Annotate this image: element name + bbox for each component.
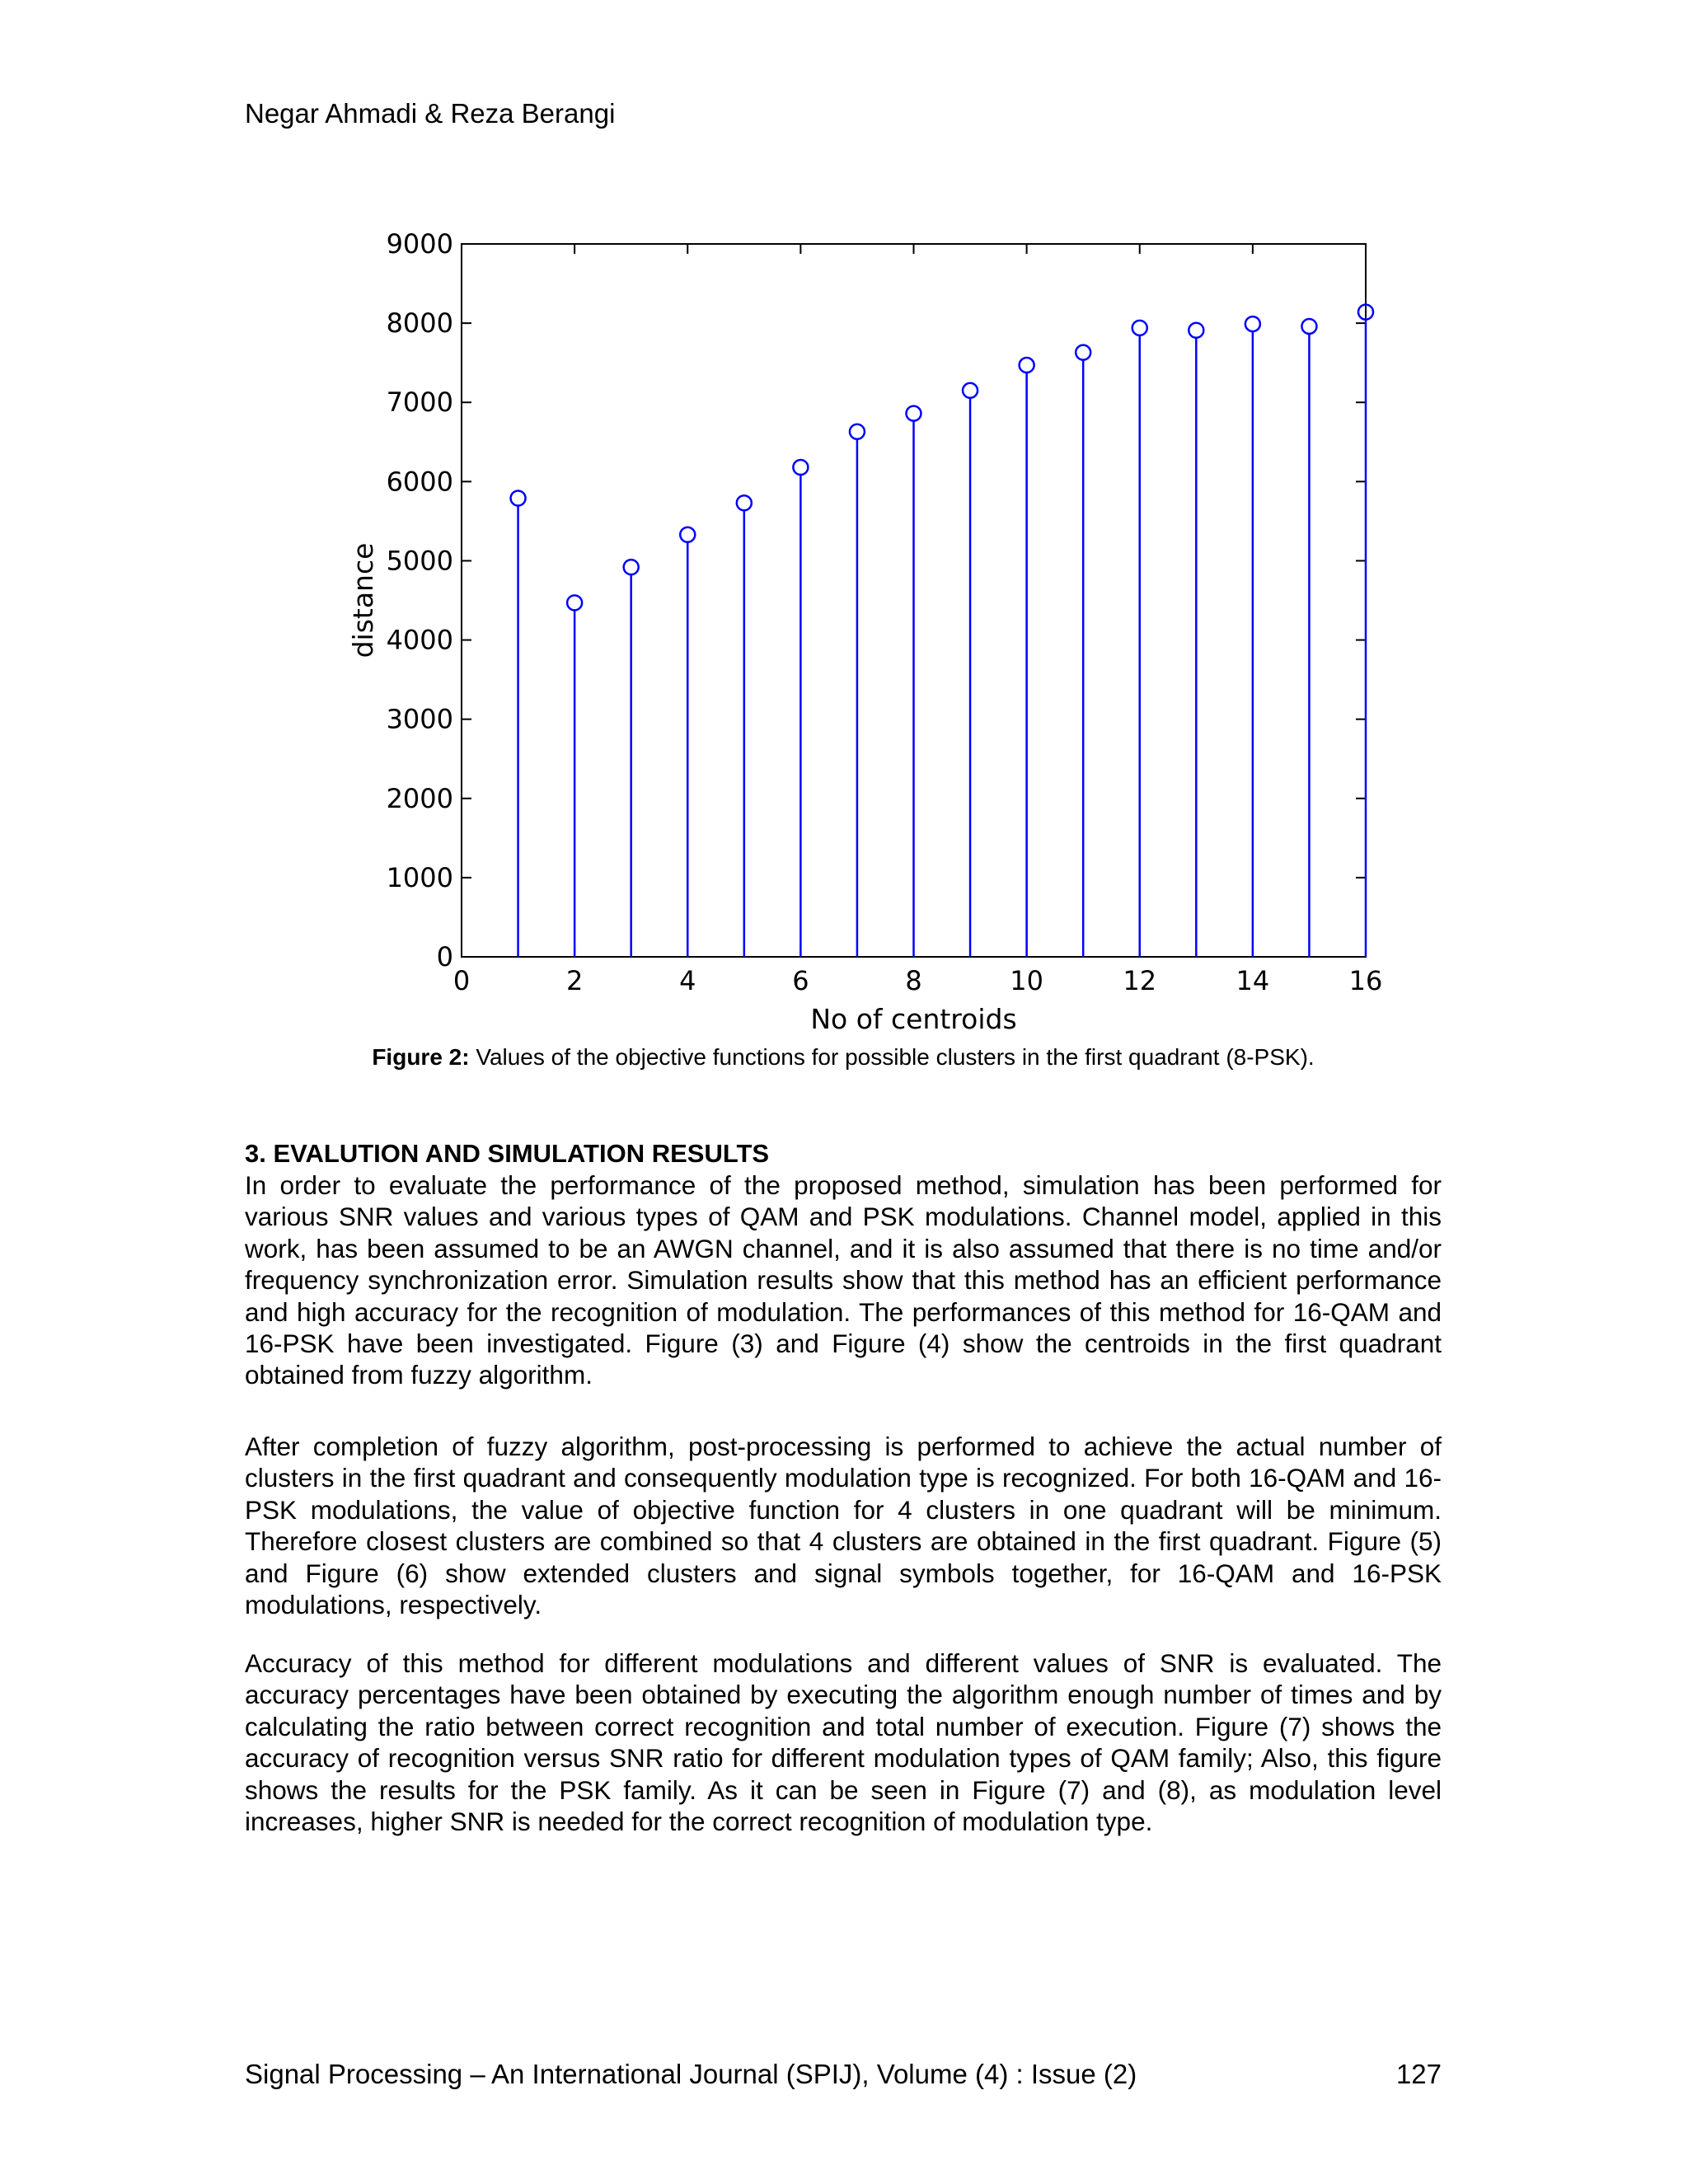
stem-marker <box>1132 321 1147 335</box>
stem-marker <box>511 491 526 506</box>
y-tick-label: 9000 <box>386 228 453 260</box>
stem-marker <box>963 383 978 398</box>
y-tick-label: 0 <box>436 941 453 972</box>
y-tick-label: 3000 <box>386 703 453 735</box>
stem-marker <box>737 495 752 510</box>
y-tick-label: 4000 <box>386 624 453 656</box>
x-axis-label: No of centroids <box>810 1003 1017 1035</box>
body-paragraph-2: After completion of fuzzy algorithm, post-processing is performed to achieve the actual number of clusters in the first quadrant and consequently modulation type is recognized. For both 16-QAM and 16-PSK modulations, the value of objective function for 4 clusters in one quadrant will be minimum. Therefore closest clusters are combined so that 4 clusters are obtained in the first quadrant. Figure (5) and Figure (6) show extended clusters and signal symbols together, for 16-QAM and 16-PSK modulations, respectively. <box>245 1432 1442 1620</box>
x-tick-label: 10 <box>1010 965 1043 996</box>
stem-marker <box>850 424 865 439</box>
figure-caption-text: Values of the objective functions for possible clusters in the first quadrant (8-PSK). <box>469 1044 1315 1070</box>
stem-marker <box>1020 358 1034 373</box>
stem-marker <box>1301 319 1316 334</box>
section-heading: 3. EVALUTION AND SIMULATION RESULTS <box>245 1139 770 1168</box>
x-tick-label: 2 <box>565 965 584 996</box>
stem-marker <box>624 560 639 574</box>
figure-caption <box>245 1043 1442 1072</box>
figure-caption-label: Figure 2: <box>372 1044 470 1070</box>
x-tick-label: 6 <box>792 965 809 996</box>
stem-marker <box>793 460 808 475</box>
y-tick-label: 8000 <box>386 307 453 340</box>
chart-svg <box>330 223 1418 1038</box>
footer-journal: Signal Processing – An International Journal (SPIJ), Volume (4) : Issue (2) <box>245 2059 1137 2089</box>
x-tick-label: 0 <box>452 965 471 996</box>
x-tick-label: 8 <box>905 965 922 996</box>
y-tick-label: 7000 <box>386 387 453 419</box>
stem-marker <box>680 527 695 542</box>
y-axis-label: distance <box>347 542 379 658</box>
x-tick-label: 14 <box>1236 965 1270 996</box>
stem-marker <box>1076 345 1090 360</box>
body-paragraph-1: In order to evaluate the performance of the proposed method, simulation has been performed for various SNR values and various types of QAM and PSK modulations. Channel model, applied in this work, has been assumed to be an AWGN channel, and it is also assumed that there is no time and/or frequency synchronization error. Simulation results show that this method has an efficient performance and high accuracy for the recognition of modulation. The performances of this method for 16-QAM and 16-PSK have been investigated. Figure (3) and Figure (4) show the centroids in the first quadrant obtained from fuzzy algorithm. <box>245 1170 1442 1390</box>
stem-marker <box>1245 316 1260 331</box>
y-tick-label: 6000 <box>386 466 453 498</box>
stem-marker <box>1189 323 1203 338</box>
x-tick-label: 12 <box>1123 965 1157 996</box>
stem-marker <box>907 406 921 421</box>
x-tick-label: 16 <box>1348 965 1383 996</box>
page-number: 127 <box>1395 2059 1442 2089</box>
y-tick-label: 2000 <box>386 782 453 814</box>
y-tick-label: 5000 <box>386 545 453 577</box>
x-tick-label: 4 <box>679 965 696 996</box>
y-tick-label: 1000 <box>386 861 453 893</box>
stem-marker <box>567 595 582 610</box>
body-paragraph-3: Accuracy of this method for different modulations and different values of SNR is evaluated. The accuracy percentages have been obtained by executing the algorithm enough number of times and by calculating the ratio between correct recognition and total number of execution. Figure (7) shows the accuracy of recognition versus SNR ratio for different modulation types of QAM family; Also, this figure shows the results for the PSK family. As it can be seen in Figure (7) and (8), as modulation level increases, higher SNR is needed for the correct recognition of modulation type. <box>245 1648 1442 1837</box>
stem-chart <box>330 223 1418 1038</box>
running-header: Negar Ahmadi & Reza Berangi <box>245 98 616 129</box>
